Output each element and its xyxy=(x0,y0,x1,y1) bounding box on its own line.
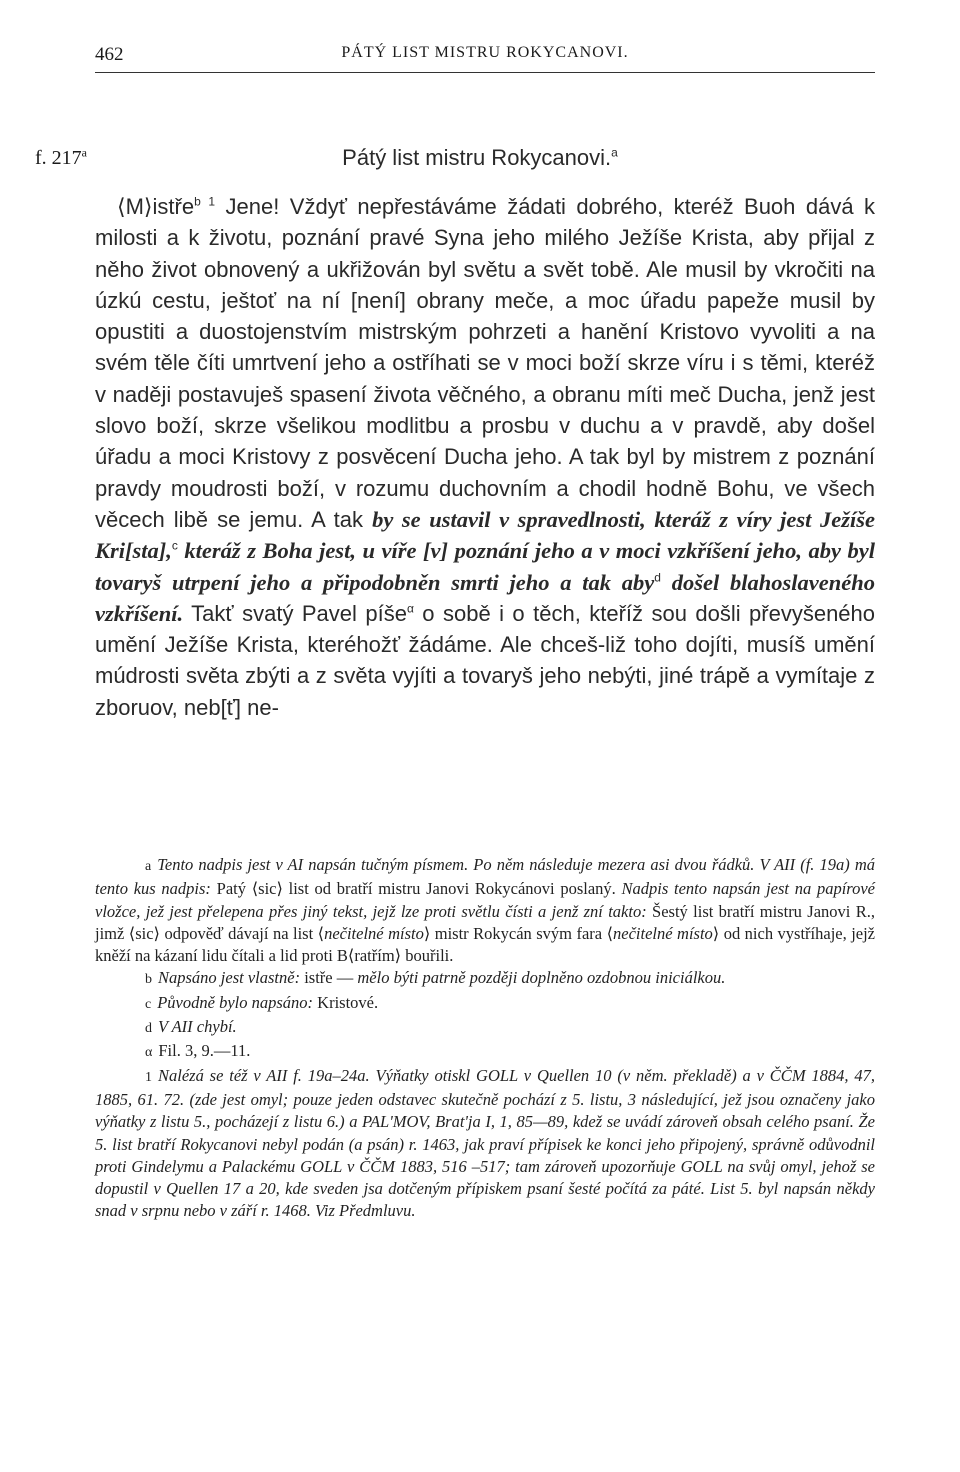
folio-label: f. 217 xyxy=(35,147,82,169)
footnote-d: d V AII chybí. xyxy=(145,1017,237,1037)
running-title: PÁTÝ LIST MISTRU ROKYCANOVI. xyxy=(341,44,629,61)
body-text-1: Jene! Vždyť nepřestáváme žádati dobrého, kteréž Buoh dává k milosti a k životu, poznání pravé Syna jeho milého Ježíše Krista, aby přijal z něho život obnovený a ukřižován byl světu a svět tobě. Ale musil by vkročiti na úzkú cestu, ještoť na ní [není] obrany meče, a moc úřadu papeže musil by opustiti a duostojenstvím mistrským pohrzeti a hanění Kristovo vyvoliti a na svém těle číti umrtvení jeho a ostříhati se v moci boží skrze víru i s těmi, kteréž v naději postavuješ spasení života věčného, a obranu míti meč Ducha, jenž jest slovo boží, skrze všelikou modlitbu a prosbu v duchu a v pravdě, aby došel úřadu a moci Kristovy z posvěcení Ducha jeho. A tak byl by mistrem z poznání pravdy moudrosti boží, v rozumu duchovním a chodil hodně Bohu, ve všech věcech libě se jemu. A tak xyxy=(95,194,875,532)
note-mark-c: c xyxy=(171,538,178,553)
letter-title xyxy=(0,145,960,171)
quote-2: kteráž z Boha jest, u víře [v] poznání jeho a v moci vzkříšení jeho, aby byl tovaryš utrpení jeho a připodobněn smrti jeho a tak aby xyxy=(95,538,875,595)
title-note-mark: a xyxy=(611,145,618,160)
body-paragraph xyxy=(95,191,875,723)
folio-mark: a xyxy=(81,145,87,160)
footnote-alpha: α Fil. 3, 9.—11. xyxy=(145,1041,251,1061)
footnote-mark: 1 xyxy=(145,1069,152,1085)
footnote-mark: a xyxy=(145,859,152,874)
footnote-mark: α xyxy=(145,1045,153,1061)
footnotes xyxy=(95,854,875,1223)
letter-title-text: Pátý list mistru Rokycanovi. xyxy=(342,145,612,170)
note-mark-alpha: α xyxy=(406,601,414,616)
body-opening: ⟨M⟩istře xyxy=(117,194,195,219)
footnote-mark: b xyxy=(145,972,152,988)
footnote-1: 1 Nalézá se též v AII f. 19a–24a. Výňatky otiskl GOLL v Quellen 10 (v něm. překladě) a v ČČM 1884, 47, 1885, 61. 72. (zde jest omyl; pouze jeden odstavec skutečně pochází z 5. listu, 3 následující, jež jsou označeny jako výňatky z listu 5., pocházejí z listu 6.) a PAL'MOV, Brat'ja I, 1, 85—89, kdež se uvádí zároveň obsah celého psaní. Že 5. list bratří Rokycanovi nebyl podán (a psán) r. 1463, jak praví přípisek ke konci jeho připojený, správně odůvodnil proti Gindelymu a Palackému GOLL v ČČM 1883, 516 –517; tam zároveň upozorňuje GOLL na svůj omyl, jehož se dopustil v Quellen 17 a 20, kde sveden jsa dotčeným přípiskem psaní šesté počítá za páté. List 5. byl napsán někdy snad v srpnu nebo v září r. 1468. Viz Předmluvu. xyxy=(95,1065,875,1221)
body-text-2: Takť svatý Pavel píše xyxy=(183,600,407,626)
letter-body xyxy=(95,191,875,723)
page-number: 462 xyxy=(95,44,124,65)
note-mark-d: d xyxy=(654,570,661,585)
note-marks-b1: b 1 xyxy=(194,194,216,209)
page-header xyxy=(95,44,875,73)
quote-3: došel blahoslaveného vzkříšení. xyxy=(95,569,875,626)
quote-1: by se ustavil v spravedlnosti, kteráž z víry jest Ježíše Kri[sta], xyxy=(95,506,875,564)
body-text-3: o sobě i o těch, kteříž sou došli převyšeného umění Ježíše Krista, kteréhožť žádáme. Ale chceš-liž toho dojíti, musíš umění múdrosti světa zbýti a z světa vyjíti a tovaryš jeho nebýti, jiné trápě a vymítaje z zboruov, neb[ť] ne- xyxy=(95,600,876,720)
footnote-a: a Tento nadpis jest v AI napsán tučným písmem. Po něm následuje mezera asi dvou řádků. V AII (f. 19a) má tento kus nadpis: Patý ⟨sic⟩ list od bratří mistru Janovi Rokycánovi poslaný. Nadpis tento napsán jest na papírové vložce, jež jest přelepena přes jiný tekst, jejž lze proti světlu čísti a jenž zní takto: Šestý list bratří mistru Janovi R., jimž ⟨sic⟩ odpověď dávají na list ⟨nečitelné místo⟩ mistr Rokycán svým fara ⟨nečitelné místo⟩ od nich vystříhaje, jejž kněží na kázaní lidu čítali a lid proti B⟨ratřím⟩ bouřili. xyxy=(95,855,876,966)
footnote-c: c Původně bylo napsáno: Kristové. xyxy=(145,992,379,1012)
footnote-b: b Napsáno jest vlastně: istře — mělo býti patrně později doplněno ozdobnou iniciálkou. xyxy=(145,968,726,988)
footnote-mark: d xyxy=(145,1021,152,1037)
footnote-mark: c xyxy=(145,996,152,1012)
